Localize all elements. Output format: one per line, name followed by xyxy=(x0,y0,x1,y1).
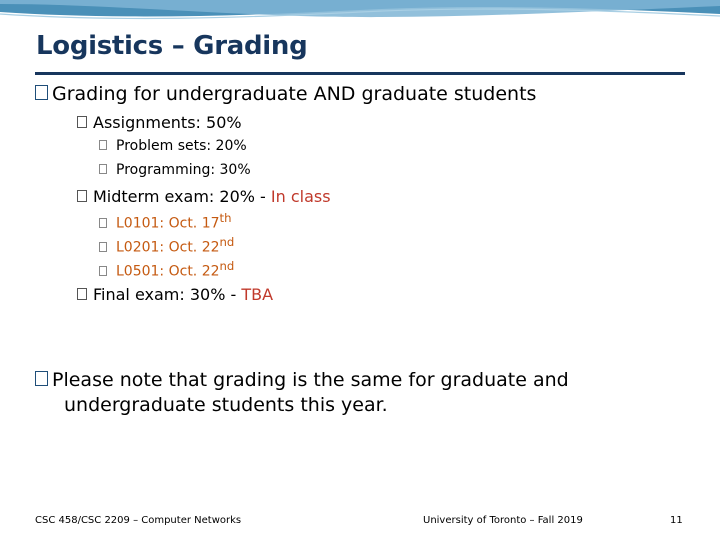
bullet-assignments-text: Assignments: 50% xyxy=(93,113,242,132)
bullet-section-2 xyxy=(99,235,234,256)
bullet-note-continued xyxy=(64,394,388,416)
bullet-box-icon xyxy=(35,371,48,386)
bullet-final-note: TBA xyxy=(241,285,274,304)
bullet-box-icon xyxy=(77,116,87,128)
bullet-box-icon xyxy=(99,242,107,252)
top-wave-decoration xyxy=(0,0,720,26)
bullet-box-icon xyxy=(77,288,87,300)
bullet-programming xyxy=(99,162,251,178)
bullet-note-text-line2: undergraduate students this year. xyxy=(64,394,388,416)
bullet-midterm-note: In class xyxy=(270,187,331,206)
bullet-programming-text: Programming: 30% xyxy=(116,162,251,178)
bullet-section-3-sup: nd xyxy=(219,259,235,273)
bullet-main-text: Grading for undergraduate AND graduate students xyxy=(52,83,537,105)
bullet-box-icon xyxy=(77,190,87,202)
bullet-box-icon xyxy=(99,140,107,150)
footer-page-number: 11 xyxy=(670,515,683,526)
footer-course: CSC 458/CSC 2209 – Computer Networks xyxy=(35,515,242,526)
bullet-problem-sets xyxy=(99,138,247,154)
bullet-midterm xyxy=(77,187,331,206)
bullet-final xyxy=(77,285,273,304)
bullet-box-icon xyxy=(99,164,107,174)
bullet-box-icon xyxy=(99,266,107,276)
bullet-section-1-sup: th xyxy=(219,211,232,225)
bullet-main xyxy=(35,83,536,105)
bullet-section-3-text: L0501: Oct. 22 xyxy=(116,263,220,280)
bullet-section-2-text: L0201: Oct. 22 xyxy=(116,239,220,256)
bullet-section-3 xyxy=(99,259,234,280)
bullet-box-icon xyxy=(99,218,107,228)
bullet-midterm-text: Midterm exam: 20% - xyxy=(93,187,271,206)
slide-title: Logistics – Grading xyxy=(36,31,308,61)
bullet-problem-sets-text: Problem sets: 20% xyxy=(116,138,247,154)
bullet-box-icon xyxy=(35,85,48,100)
bullet-note-text-line1: Please note that grading is the same for graduate and xyxy=(52,369,569,391)
bullet-section-1 xyxy=(99,211,232,232)
bullet-final-text: Final exam: 30% - xyxy=(93,285,242,304)
title-divider xyxy=(35,72,685,75)
bullet-assignments xyxy=(77,113,242,132)
footer-university: University of Toronto – Fall 2019 xyxy=(423,515,583,526)
bullet-section-2-sup: nd xyxy=(219,235,235,249)
bullet-section-1-text: L0101: Oct. 17 xyxy=(116,215,220,232)
bullet-note xyxy=(35,369,569,391)
